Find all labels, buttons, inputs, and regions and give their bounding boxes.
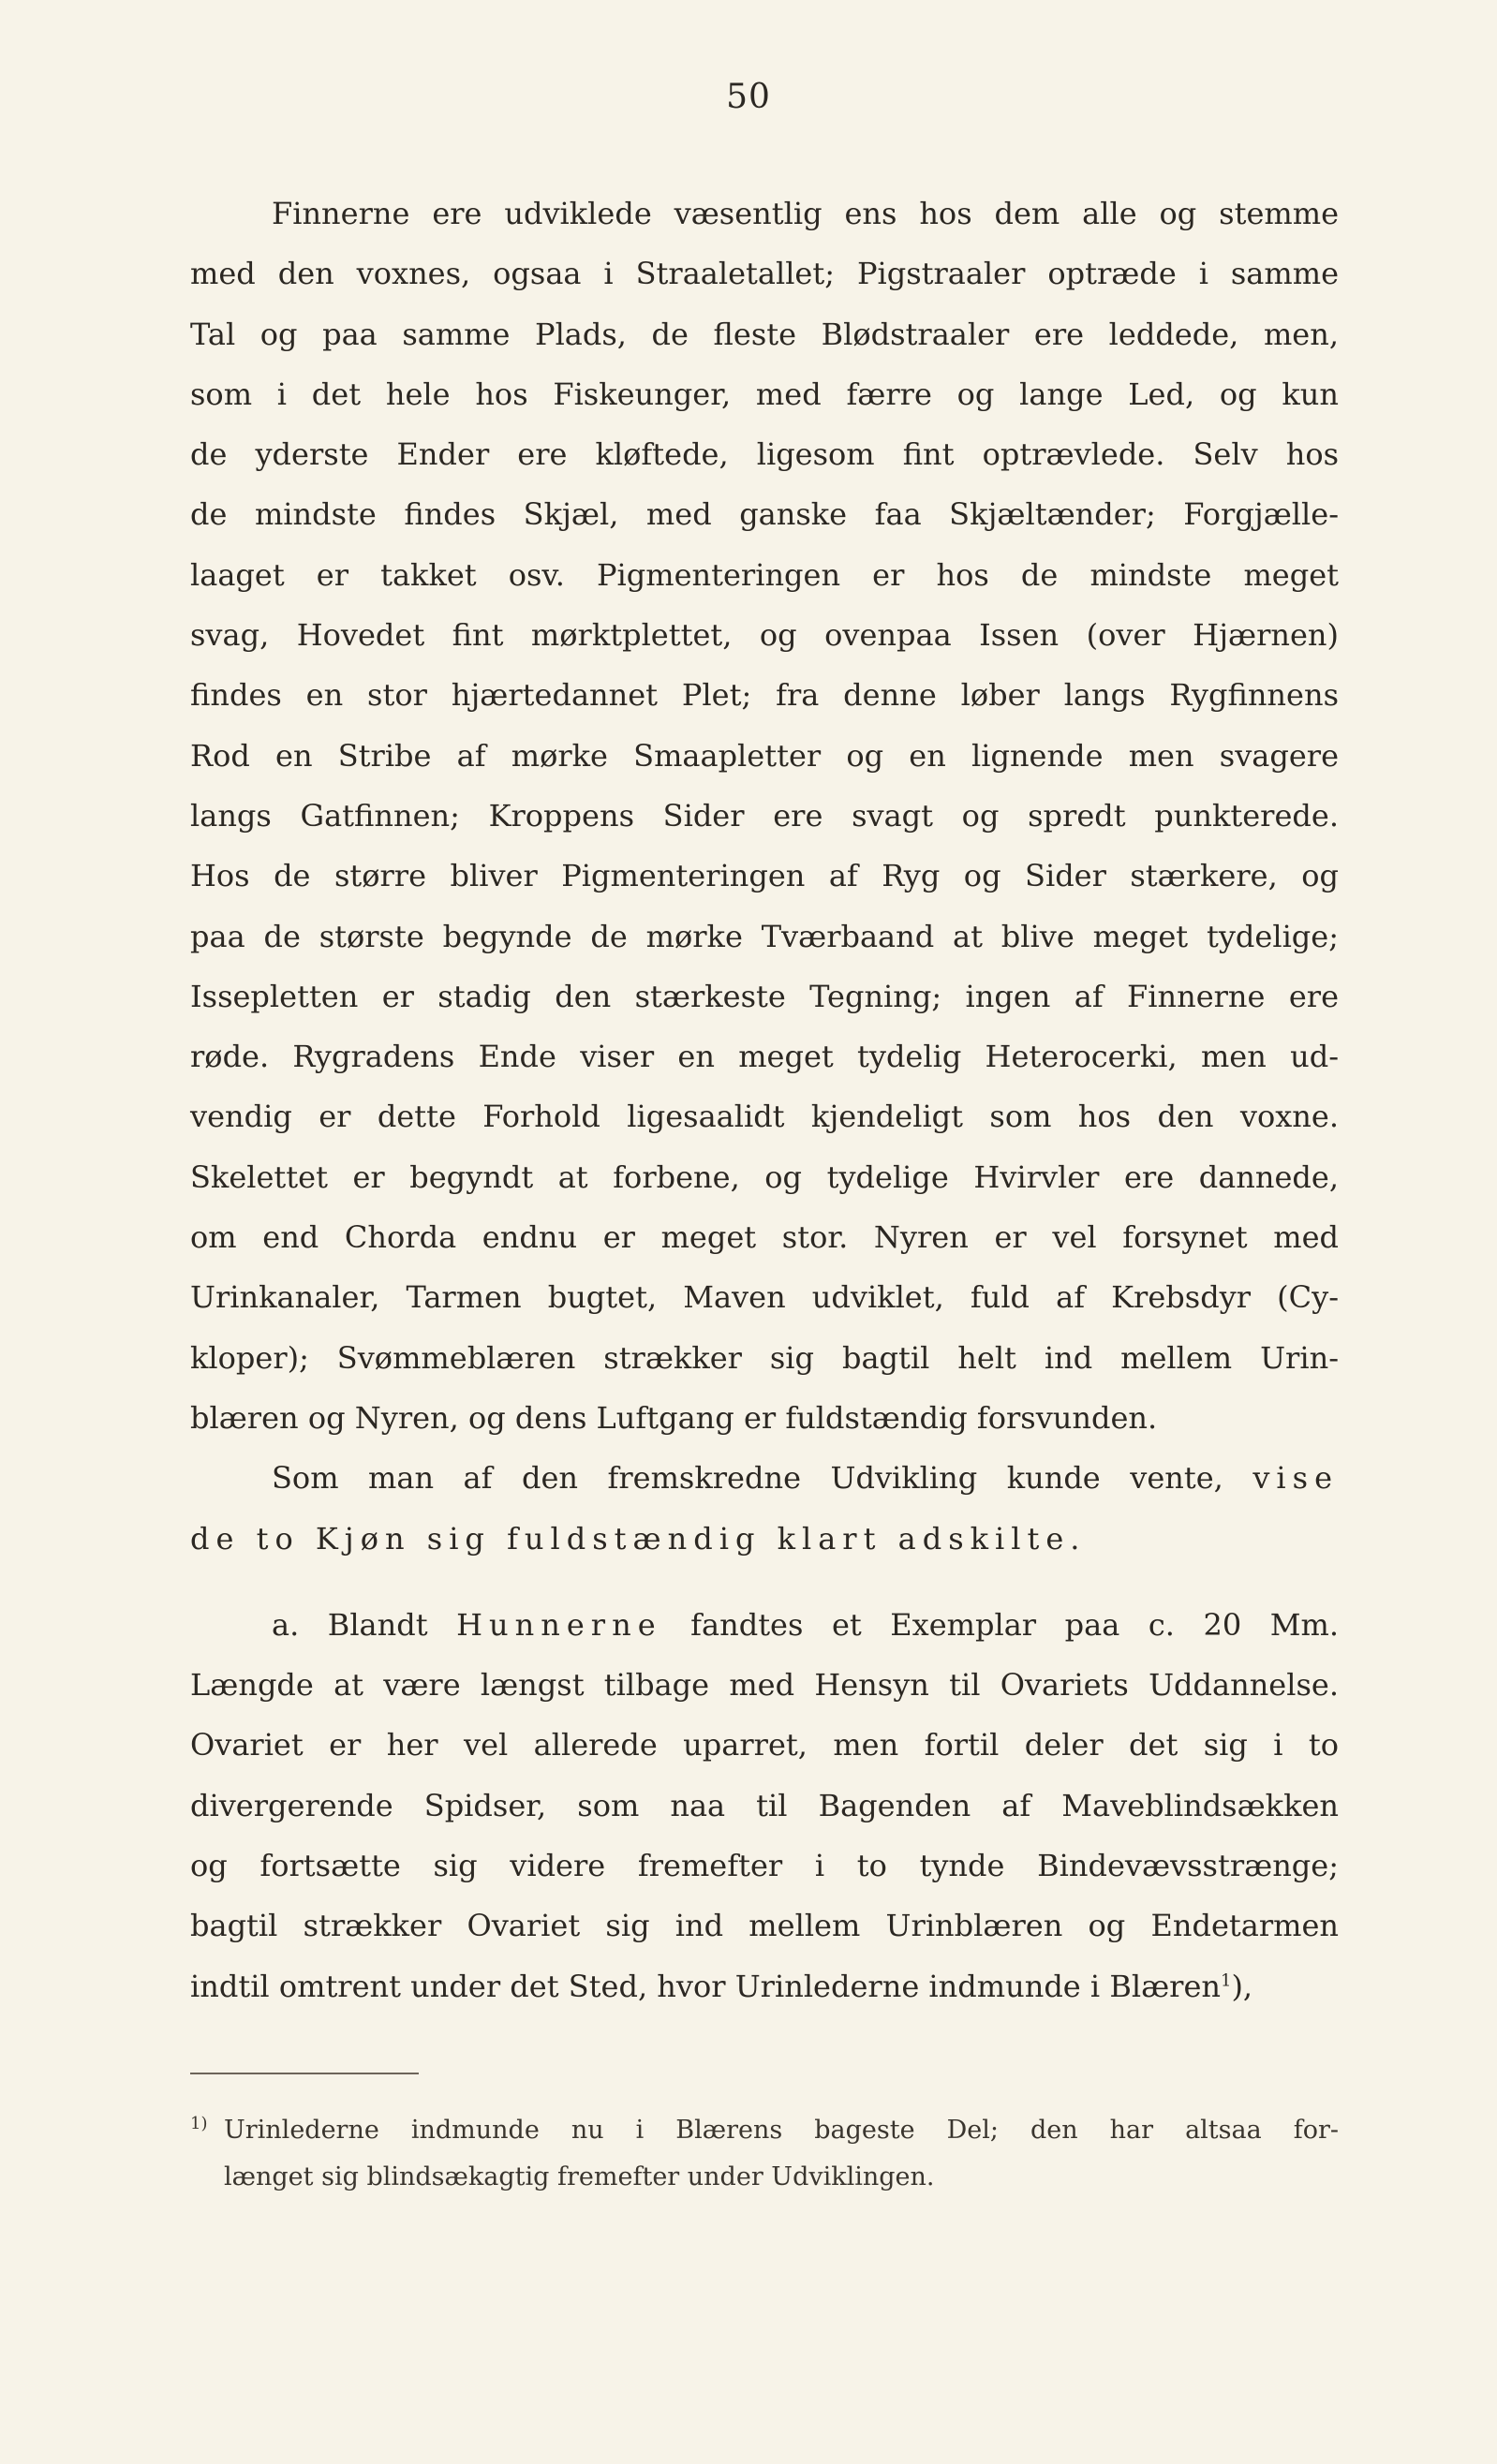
text-line: Finnerne ere udviklede væsentlig ens hos dem alle og stemme bbox=[272, 196, 1339, 231]
spaced-emphasis: vise bbox=[1252, 1460, 1339, 1497]
paragraph-finnerne bbox=[190, 184, 1339, 1448]
text-line: Ovariet er her vel allerede uparret, men fortil deler det sig i to bbox=[190, 1727, 1339, 1763]
text-line: langs Gatfinnen; Kroppens Sider ere svagt og spredt punkterede. bbox=[190, 797, 1339, 834]
text-line: de yderste Ender ere kløftede, ligesom fint optrævlede. Selv hos bbox=[190, 436, 1339, 473]
text-line: med den voxnes, ogsaa i Straaletallet; Pigstraaler optræde i samme bbox=[190, 256, 1339, 292]
text-line: som i det hele hos Fiskeunger, med færre og lange Led, og kun bbox=[190, 376, 1339, 412]
text-line: kloper); Svømmeblæren strækker sig bagtil helt ind mellem Urin- bbox=[190, 1339, 1339, 1376]
body-text bbox=[190, 184, 1339, 2016]
text-line: røde. Rygradens Ende viser en meget tydelig Heterocerki, men ud- bbox=[190, 1039, 1339, 1075]
text-line: divergerende Spidser, som naa til Bagenden af Maveblindsækken bbox=[190, 1787, 1339, 1823]
footnote-reference[interactable]: 1 bbox=[1220, 1970, 1232, 1990]
text-line: Rod en Stribe af mørke Smaapletter og en lignende men svagere bbox=[190, 737, 1339, 774]
spaced-emphasis: Hunnerne bbox=[456, 1606, 662, 1643]
text-line: bagtil strækker Ovariet sig ind mellem Urinblæren og Endetarmen bbox=[190, 1908, 1339, 1944]
text-line: Hos de større bliver Pigmenteringen af Ryg og Sider stærkere, og bbox=[190, 858, 1339, 894]
text-run: fandtes et Exemplar paa c. 20 Mm. bbox=[661, 1606, 1340, 1643]
text-line: svag, Hovedet fint mørktplettet, og ovenpaa Issen (over Hjærnen) bbox=[190, 617, 1339, 654]
footnote-line: 1) Urinlederne indmunde nu i Blærens bageste Del; den har altsaa for- bbox=[190, 2114, 1339, 2145]
page-number: 50 bbox=[726, 78, 771, 116]
text-line: blæren og Nyren, og dens Luftgang er fuldstændig forsvunden. bbox=[190, 1399, 1158, 1436]
text-line bbox=[190, 1956, 1339, 2016]
text-run: Blandt bbox=[327, 1606, 457, 1643]
section-a bbox=[190, 1595, 1339, 2016]
text-line: Issepletten er stadig den stærkeste Tegning; ingen af Finnerne ere bbox=[190, 978, 1339, 1014]
text-run: Som man af den fremskredne Udvikling kunde vente, bbox=[272, 1460, 1253, 1497]
text-run: indtil omtrent under det Sted, hvor Urinlederne indmunde i Blæren bbox=[190, 1968, 1221, 2004]
text-line bbox=[190, 1448, 1339, 1508]
text-line: Skelettet er begyndt at forbene, og tydelige Hvirvler ere dannede, bbox=[190, 1158, 1339, 1195]
spaced-emphasis-line: de to Kjøn sig fuldstændig klart adskilte. bbox=[190, 1520, 1087, 1557]
text-line: de mindste findes Skjæl, med ganske faa Skjæltænder; Forgjælle- bbox=[190, 496, 1339, 533]
paragraph-gap bbox=[190, 1569, 1339, 1595]
text-line: laaget er takket osv. Pigmenteringen er hos de mindste meget bbox=[190, 556, 1339, 593]
text-line: om end Chorda endnu er meget stor. Nyren er vel forsynet med bbox=[190, 1219, 1339, 1256]
text-line: vendig er dette Forhold ligesaalidt kjendeligt som hos den voxne. bbox=[190, 1099, 1339, 1135]
text-line: Længde at være længst tilbage med Hensyn til Ovariets Uddannelse. bbox=[190, 1667, 1339, 1704]
paragraph-kjon bbox=[190, 1448, 1339, 1569]
footnote bbox=[190, 2107, 1339, 2201]
text-run: Urinlederne indmunde nu i Blærens bageste Del; den har altsaa for- bbox=[224, 2116, 1339, 2145]
text-run: ), bbox=[1231, 1968, 1253, 2004]
footnote-line: længet sig blindsækagtig fremefter under Udviklingen. bbox=[224, 2162, 935, 2191]
footnote-divider bbox=[190, 2073, 419, 2074]
text-line bbox=[190, 1595, 1339, 1655]
section-label: a. bbox=[272, 1606, 300, 1643]
text-line: Tal og paa samme Plads, de fleste Blødstraaler ere leddede, men, bbox=[190, 316, 1339, 352]
text-line: og fortsætte sig videre fremefter i to tynde Bindevævsstrænge; bbox=[190, 1848, 1339, 1884]
text-line: findes en stor hjærtedannet Plet; fra denne løber langs Rygfinnens bbox=[190, 677, 1339, 714]
text-line: Urinkanaler, Tarmen bugtet, Maven udviklet, fuld af Krebsdyr (Cy- bbox=[190, 1279, 1339, 1316]
text-line: paa de største begynde de mørke Tværbaand at blive meget tydelige; bbox=[190, 918, 1339, 954]
